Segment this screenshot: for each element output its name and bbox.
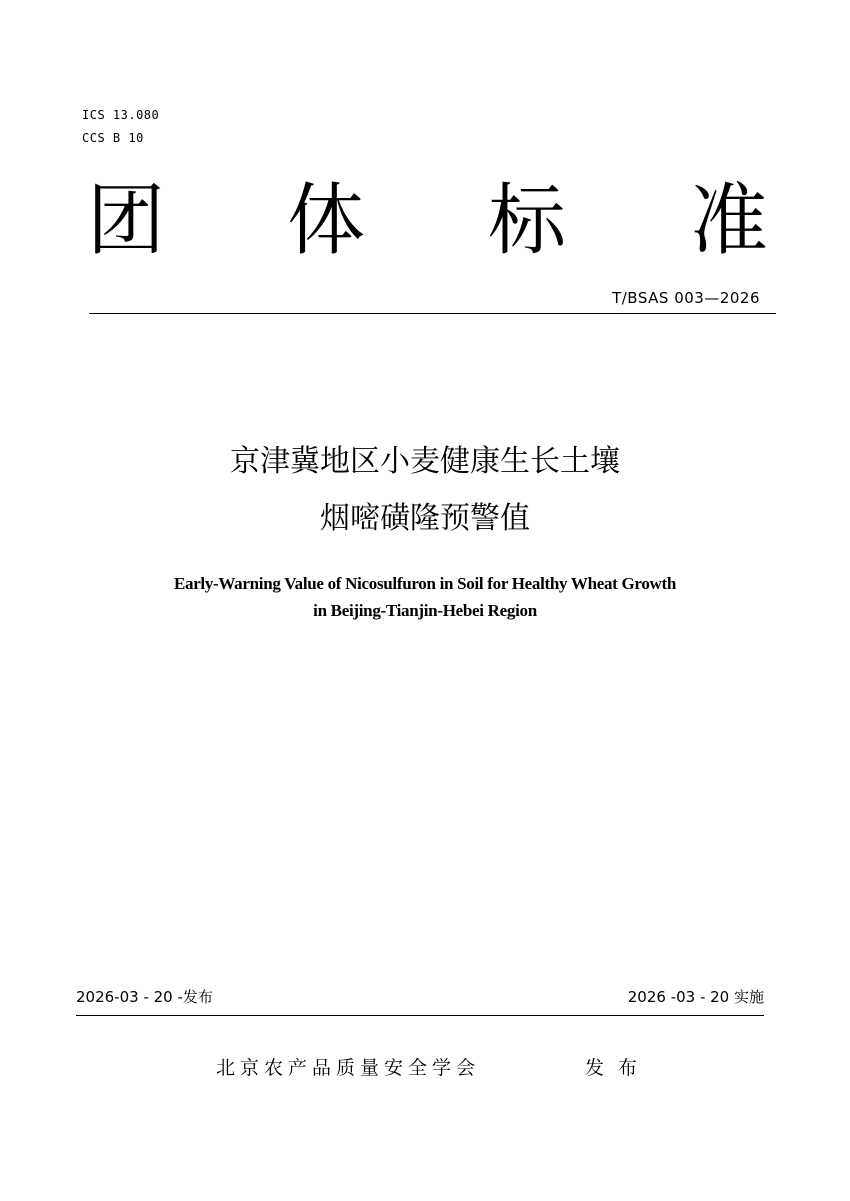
publisher-action: 发布 <box>585 1057 652 1079</box>
publish-date: 2026-03 - 20 -发布 <box>76 988 213 1006</box>
standard-type-char-4: 准 <box>690 176 769 266</box>
title-en-line-1: Early-Warning Value of Nicosulfuron in Soil for Healthy Wheat Growth <box>173 574 677 593</box>
footer-divider <box>76 1015 764 1016</box>
ics-code: ICS 13.080 <box>82 108 160 122</box>
standard-type-char-1: 团 <box>87 176 166 266</box>
standard-number: T/BSAS 003—2026 <box>612 289 760 307</box>
standard-type-char-3: 标 <box>488 176 567 266</box>
publisher-name: 北京农产品质量安全学会 <box>216 1057 481 1079</box>
title-en-line-2: in Beijing-Tianjin-Hebei Region <box>313 601 537 620</box>
title-cn-line-1: 京津冀地区小麦健康生长土壤 <box>230 444 620 479</box>
standard-type-char-2: 体 <box>287 176 366 266</box>
header-divider <box>89 313 776 314</box>
implement-date: 2026 -03 - 20 实施 <box>627 988 764 1006</box>
ccs-code: CCS B 10 <box>82 131 144 145</box>
title-cn-line-2: 烟嘧磺隆预警值 <box>320 501 530 536</box>
